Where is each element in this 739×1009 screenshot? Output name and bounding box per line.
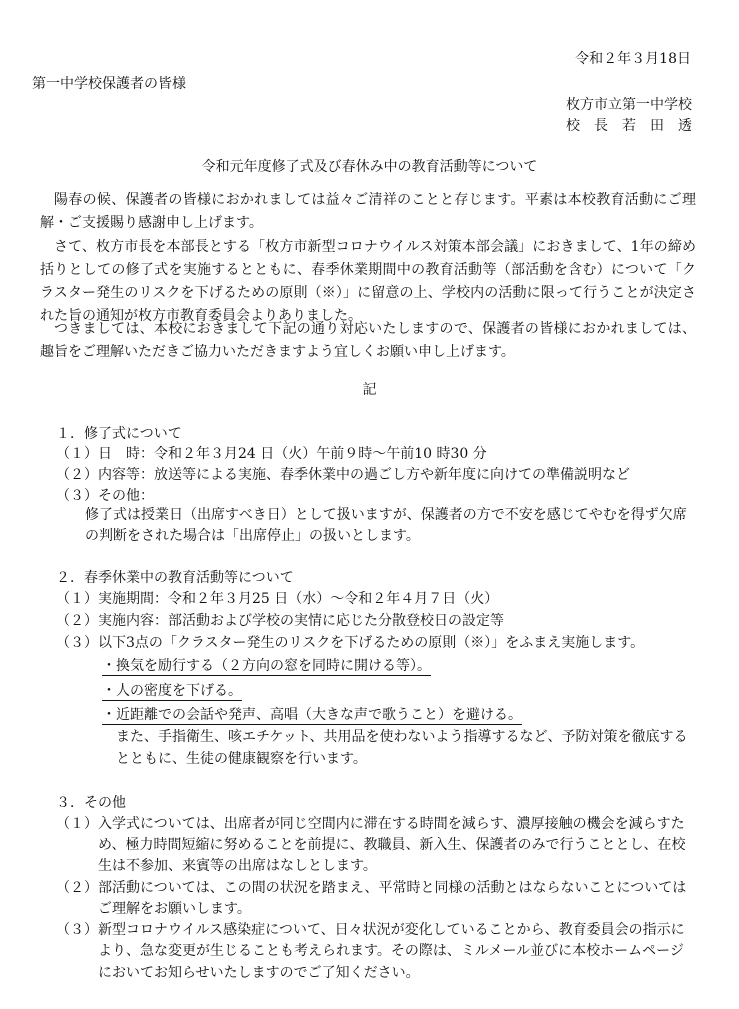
section-2-item-1: （１）実施期間：令和２年３月25 日（水）～令和２年４月７日（火） xyxy=(56,591,499,607)
section-3-item-3-line-2: より、急な変更が生じることも考えられます。その際は、ミルメール並びに本校ホームページ xyxy=(98,943,684,959)
section-3-item-2-line-2: ご理解をお願いします。 xyxy=(98,901,251,917)
section-1-item-1: （１）日 時：令和２年３月24 日（火）午前９時～午前10 時30 分 xyxy=(56,446,487,462)
intro-paragraph-1: 陽春の候、保護者の皆様におかれましては益々ご清祥のことと存じます。平素は本校教育活動にご理解・ご支援賜り感謝申し上げます。 xyxy=(40,192,696,231)
section-1-item-3-text-line-1: 修了式は授業日（出席すべき日）として扱いますが、保護者の方で不安を感じてやむを得ず欠席 xyxy=(85,507,687,523)
section-1-item-3: （３）その他： xyxy=(56,488,154,504)
section-2-bullet-2-text: ・人の密度を下げる。 xyxy=(102,683,242,699)
date: 令和２年３月18日 xyxy=(575,51,691,67)
section-1-item-3-text-line-2: の判断をされた場合は「出席停止」の扱いとします。 xyxy=(85,528,420,544)
section-1-item-2: （２）内容等：放送等による実施、春季休業中の過ごし方や新年度に向けての準備説明など xyxy=(56,467,630,483)
recipient: 第一中学校保護者の皆様 xyxy=(32,76,186,92)
section-1-heading: １．修了式について xyxy=(56,426,182,442)
section-3-item-1-line-1: 入学式については、出席者が同じ空間内に滞在する時間を減らす、濃厚接触の機会を減らすた xyxy=(98,816,685,832)
section-2-bullet-3-text: ・近距離での会話や発声、高唱（大きな声で歌うこと）を避ける。 xyxy=(102,707,522,723)
intro-paragraph-3: つきましては、本校におきまして下記の通り対応いたしますので、保護者の皆様におかれましては、趣旨をご理解いただきご協力いただきますよう宜しくお願い申し上げます。 xyxy=(40,321,696,360)
document-title: 令和元年度修了式及び春休み中の教育活動等について xyxy=(201,159,538,175)
section-2-item-2: （２）実施内容：部活動および学校の実情に応じた分散登校日の設定等 xyxy=(56,613,504,629)
intro-paragraph-2: さて、枚方市長を本部長とする「枚方市新型コロナウイルス対策本部会議」におきまして、1年の締め括りとしての修了式を実施するとともに、春季休業期間中の教育活動等（部活動を含む）について「クラスター発生のリスクを下げるための原則（※）」に留意の上、学校内の活動に限って行うことが決定された旨の通知が枚方市教育委員会よりありました。 xyxy=(40,239,696,324)
ki-marker: 記 xyxy=(362,382,377,398)
section-3-item-2-label: （２） xyxy=(56,880,98,896)
section-2-bullet-1 xyxy=(102,657,431,675)
section-2-note-line-2: とともに、生徒の健康観察を行います。 xyxy=(116,751,367,767)
section-3-heading: ３．その他 xyxy=(56,795,126,811)
section-2-bullet-1-text: ・換気を励行する（２方向の窓を同時に開ける等）。 xyxy=(102,658,431,674)
section-2-heading: ２．春季休業中の教育活動等について xyxy=(56,570,294,586)
section-2-note-line-1: また、手指衛生、咳エチケット、共用品を使わないよう指導するなど、予防対策を徹底する xyxy=(116,729,688,745)
section-3-item-1-label: （１） xyxy=(56,816,98,832)
section-3-item-3-line-1: 新型コロナウイルス感染症について、日々状況が変化していることから、教育委員会の指示に xyxy=(98,922,685,938)
section-2-bullet-2 xyxy=(102,682,242,700)
section-2-bullet-3 xyxy=(102,706,522,724)
section-3-item-3-line-3: においてお知らせいたしますのでご了知ください。 xyxy=(98,965,420,981)
sender-school: 枚方市立第一中学校 xyxy=(566,97,692,113)
section-3-item-1-line-3: 生は不参加、来賓等の出席はなしとします。 xyxy=(98,858,377,874)
section-3-item-3-label: （３） xyxy=(56,922,98,938)
section-3-item-1-line-2: め、極力時間短縮に努めることを前提に、教職員、新入生、保護者のみで行うこととし、在校 xyxy=(98,837,686,853)
section-2-item-3: （３）以下3点の「クラスター発生のリスクを下げるための原則（※）」をふまえ実施します。 xyxy=(56,635,645,651)
section-3-item-2-line-1: 部活動については、この間の状況を踏まえ、平常時と同様の活動とはならないことについては xyxy=(98,880,687,896)
sender-name: 校 長 若 田 透 xyxy=(566,118,692,134)
